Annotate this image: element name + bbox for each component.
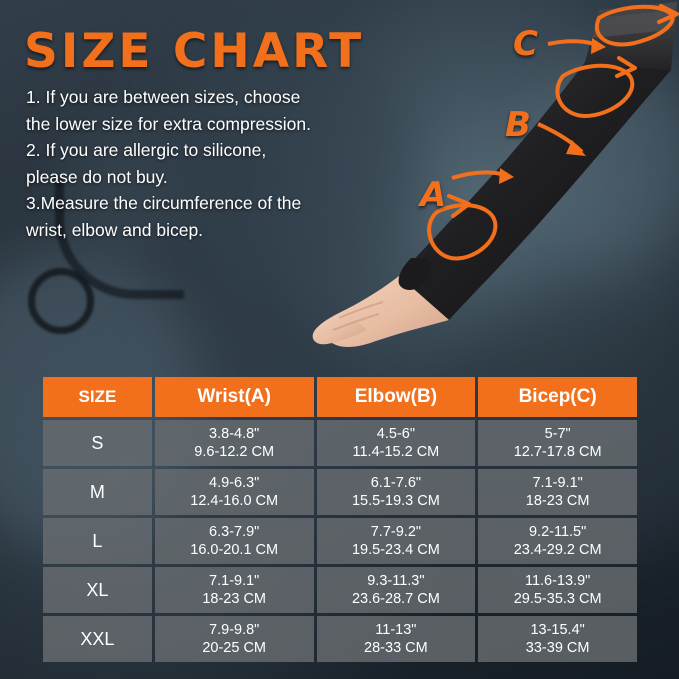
- value-inches: 9.2-11.5": [528, 523, 587, 540]
- value-cm: 16.0-20.1 CM: [190, 542, 279, 558]
- cell-bicep: [478, 518, 637, 564]
- bicep-label-c: C: [513, 24, 538, 64]
- value-cm: 15.5-19.3 CM: [351, 493, 440, 509]
- cell-elbow: [317, 469, 476, 515]
- value-inches: 4.9-6.3": [209, 474, 260, 491]
- table-header-row: [43, 377, 637, 417]
- header-bicep: Bicep(C): [478, 377, 637, 417]
- cell-wrist: [155, 567, 314, 613]
- value-inches: 13-15.4": [530, 621, 585, 638]
- cell-bicep: [478, 420, 637, 466]
- value-inches: 7.1-9.1": [209, 572, 260, 589]
- value-cm: 23.6-28.7 CM: [351, 591, 440, 607]
- value-inches: 3.8-4.8": [209, 425, 260, 442]
- table-row: [43, 567, 637, 613]
- header-size: SIZE: [43, 377, 152, 417]
- value-inches: 7.7-9.2": [370, 523, 422, 540]
- value-cm: 20-25 CM: [202, 640, 267, 656]
- header-elbow: Elbow(B): [317, 377, 476, 417]
- value-inches: 9.3-11.3": [367, 572, 425, 589]
- size-chart-table: [40, 374, 640, 665]
- instruction-line: wrist, elbow and bicep.: [26, 219, 204, 240]
- value-cm: 9.6-12.2 CM: [194, 444, 275, 460]
- instruction-line: 1. If you are between sizes, choose: [26, 87, 301, 107]
- table-row: [43, 420, 637, 466]
- value-cm: 29.5-35.3 CM: [513, 591, 602, 607]
- cell-size: M: [43, 469, 152, 515]
- cell-size: L: [43, 518, 152, 564]
- table-row: [43, 518, 637, 564]
- value-inches: 11-13": [375, 621, 417, 638]
- cell-elbow: [317, 616, 476, 662]
- value-cm: 28-33 CM: [364, 640, 428, 656]
- value-inches: 5-7": [544, 425, 571, 442]
- value-cm: 12.4-16.0 CM: [190, 493, 279, 509]
- table-row: [43, 469, 637, 515]
- value-cm: 19.5-23.4 CM: [351, 542, 440, 558]
- cell-wrist: [155, 518, 314, 564]
- cell-elbow: [317, 518, 476, 564]
- value-inches: 7.9-9.8": [209, 621, 260, 638]
- page-title: SIZE CHART: [24, 24, 365, 79]
- instruction-line: the lower size for extra compression.: [26, 113, 311, 134]
- cell-elbow: [317, 567, 476, 613]
- value-cm: 23.4-29.2 CM: [513, 542, 602, 558]
- cell-wrist: [155, 616, 314, 662]
- cell-size: XL: [43, 567, 152, 613]
- value-cm: 33-39 CM: [525, 640, 590, 656]
- instructions-list: [26, 84, 366, 244]
- header-wrist: Wrist(A): [155, 377, 314, 417]
- cell-bicep: [478, 616, 637, 662]
- instruction-line: please do not buy.: [26, 166, 168, 187]
- wrist-label-a: A: [420, 175, 447, 215]
- instruction-line: 3.Measure the circumference of the: [26, 193, 302, 214]
- cell-wrist: [155, 469, 314, 515]
- cell-bicep: [478, 469, 637, 515]
- cell-elbow: [317, 420, 476, 466]
- value-cm: 11.4-15.2 CM: [352, 444, 440, 460]
- elbow-label-b: B: [505, 105, 531, 145]
- cell-size: XXL: [43, 616, 152, 662]
- value-cm: 12.7-17.8 CM: [513, 444, 602, 460]
- cell-wrist: [155, 420, 314, 466]
- cell-bicep: [478, 567, 637, 613]
- value-inches: 6.3-7.9": [209, 523, 260, 540]
- value-cm: 18-23 CM: [525, 493, 590, 509]
- instruction-line: 2. If you are allergic to silicone,: [26, 140, 267, 161]
- value-inches: 4.5-6": [376, 425, 415, 442]
- table-row: [43, 616, 637, 662]
- value-inches: 6.1-7.6": [370, 474, 422, 491]
- value-inches: 7.1-9.1": [532, 474, 583, 491]
- value-inches: 11.6-13.9": [524, 572, 591, 589]
- cell-size: S: [43, 420, 152, 466]
- value-cm: 18-23 CM: [202, 591, 267, 607]
